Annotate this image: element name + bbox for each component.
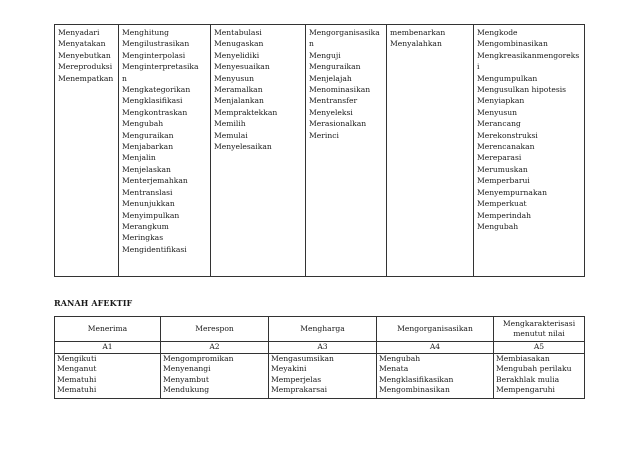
list-item: Menyelesaikan	[214, 142, 272, 152]
list-item: Merasionalkan	[309, 119, 367, 129]
verb-cell	[494, 353, 585, 398]
list-item: Menyebutkan	[58, 50, 111, 60]
list-item: Menjalankan	[214, 96, 264, 106]
verb-cell	[269, 353, 377, 398]
list-item: Menjelaskan	[122, 164, 171, 174]
verb-cell	[119, 25, 211, 277]
header-row	[55, 317, 585, 342]
list-item: Mengklasifikasikan	[379, 374, 454, 384]
list-item: Menterjemahkan	[122, 176, 188, 186]
column-header: Mengorganisasikan	[377, 317, 494, 342]
list-item: Menyalahkan	[390, 39, 442, 49]
list-item: Mentabulasi	[214, 28, 262, 37]
list-item: Memperkuat	[477, 199, 527, 209]
verb-cell	[474, 25, 585, 277]
list-item: Merekonstruksi	[477, 130, 538, 140]
list-item: n	[122, 73, 127, 83]
list-item: Menominasikan	[309, 85, 371, 95]
list-item: Menghitung	[122, 28, 170, 37]
list-item: Mengubah	[477, 221, 519, 231]
list-item: Mengorganisasika	[309, 28, 380, 37]
list-item: Memperindah	[477, 210, 532, 220]
verb-cell	[55, 25, 119, 277]
column-header: Mengharga	[269, 317, 377, 342]
list-item: Mengubah	[122, 119, 164, 129]
list-item: Mengilustrasikan	[122, 39, 190, 49]
list-item: Menugaskan	[214, 39, 264, 49]
list-item: Mempengaruhi	[496, 385, 555, 394]
list-item: Mengompromikan	[163, 353, 234, 363]
afektif-table	[54, 316, 585, 399]
list-item: Mereproduksi	[58, 62, 113, 72]
list-item: Merencanakan	[477, 142, 535, 152]
list-item: Meramalkan	[214, 85, 263, 95]
list-item: Menginterpolasi	[122, 50, 186, 60]
column-header: Mengkarakterisasi menutut nilai	[494, 317, 585, 342]
list-item: Menginterpretasika	[122, 62, 199, 72]
list-item: n	[309, 39, 314, 49]
verb-cell	[387, 25, 474, 277]
column-header: Merespon	[161, 317, 269, 342]
verb-cell	[377, 353, 494, 398]
verb-cell	[306, 25, 387, 277]
list-item: Menguraikan	[122, 130, 174, 140]
list-item: Menyempurnakan	[477, 187, 547, 197]
list-item: Menata	[379, 364, 409, 373]
list-item: Memilih	[214, 119, 246, 129]
list-item: Mengkode	[477, 28, 518, 37]
list-item: Menunjukkan	[122, 199, 175, 209]
kognitif-verb-table	[54, 24, 585, 277]
list-item: Mereparasi	[477, 153, 522, 163]
list-item: Meringkas	[122, 233, 164, 243]
list-item: Mengkontraskan	[122, 107, 188, 117]
list-item: Mengumpulkan	[477, 73, 538, 83]
list-item: Menyadari	[58, 28, 100, 37]
verb-cell	[161, 353, 269, 398]
list-item: Mentranslasi	[122, 187, 173, 197]
list-item: Memperbarui	[477, 176, 530, 186]
list-item: membenarkan	[390, 28, 446, 37]
list-item: Mematuhi	[57, 374, 97, 384]
level-code: A5	[494, 342, 585, 354]
list-item: Menganut	[57, 364, 97, 373]
list-item: Mengusulkan hipotesis	[477, 85, 567, 95]
list-item: Mengklasifikasi	[122, 96, 183, 106]
list-item: Menyeleksi	[309, 107, 353, 117]
list-item: Memperjelas	[271, 374, 322, 384]
list-item: Menguraikan	[309, 62, 361, 72]
list-item: Mengikuti	[57, 353, 97, 363]
level-code: A3	[269, 342, 377, 354]
list-item: Menyusun	[477, 107, 518, 117]
list-item: Berakhlak mulia	[496, 374, 560, 384]
list-item: Mematuhi	[57, 385, 97, 394]
list-item: i	[477, 62, 480, 72]
level-code: A4	[377, 342, 494, 354]
table-row	[55, 353, 585, 398]
list-item: Mengasumsikan	[271, 353, 334, 363]
list-item: Mengubah	[379, 353, 421, 363]
list-item: Menjelajah	[309, 73, 352, 83]
code-row	[55, 342, 585, 354]
level-code: A2	[161, 342, 269, 354]
list-item: Merumuskan	[477, 164, 528, 174]
column-header: Menerima	[55, 317, 161, 342]
list-item: Mengombinasikan	[379, 385, 450, 394]
list-item: Mengubah perilaku	[496, 364, 572, 373]
list-item: Memprakarsai	[271, 385, 328, 394]
list-item: Menyusun	[214, 73, 255, 83]
verb-cell	[55, 353, 161, 398]
list-item: Mengombinasikan	[477, 39, 548, 49]
list-item: Menyimpulkan	[122, 210, 180, 220]
list-item: Mengidentifikasi	[122, 244, 187, 254]
list-item: Menyelidiki	[214, 50, 260, 60]
list-item: Mengkategorikan	[122, 85, 191, 95]
list-item: Menjabarkan	[122, 142, 174, 152]
level-code: A1	[55, 342, 161, 354]
list-item: Merangkum	[122, 221, 169, 231]
list-item: Memulai	[214, 130, 248, 140]
list-item: Menempatkan	[58, 73, 114, 83]
list-item: Menyesuaikan	[214, 62, 270, 72]
list-item: Menyiapkan	[477, 96, 525, 106]
list-item: Mentransfer	[309, 96, 358, 106]
list-item: Menjalin	[122, 153, 156, 163]
list-item: Merinci	[309, 130, 339, 140]
list-item: Meyakini	[271, 364, 307, 373]
list-item: Mendukung	[163, 385, 210, 394]
verb-cell	[211, 25, 306, 277]
list-item: Merancang	[477, 119, 521, 129]
section-heading: RANAH AFEKTIF	[54, 298, 133, 308]
list-item: Membiasakan	[496, 353, 550, 363]
table-row	[55, 25, 585, 277]
list-item: Menyambut	[163, 374, 209, 384]
list-item: Menguji	[309, 50, 341, 60]
list-item: Mempraktekkan	[214, 107, 278, 117]
list-item: Menyatakan	[58, 39, 106, 49]
list-item: Mengkreasikanmengoreks	[477, 50, 580, 60]
list-item: Menyenangi	[163, 364, 211, 373]
